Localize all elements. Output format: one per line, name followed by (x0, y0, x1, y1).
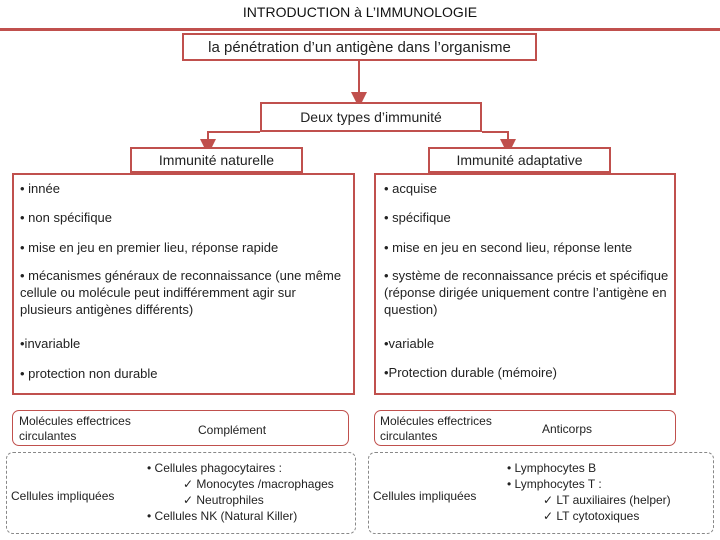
natural-cells-box (6, 452, 356, 534)
adaptive-row: • système de reconnaissance précis et spécifique (réponse dirigée uniquement contre l’antigène en question) (384, 268, 669, 317)
adaptive-row: •variable (384, 336, 435, 351)
adaptive-cells-list (507, 460, 707, 524)
list-item: ✓ Neutrophiles (183, 493, 264, 507)
adaptive-effectors-label: Molécules effectrices circulantes (380, 414, 492, 443)
list-item: • Cellules phagocytaires : (147, 461, 282, 475)
list-item: ✓ LT cytotoxiques (543, 509, 640, 523)
root-box (182, 33, 537, 61)
adaptive-row: •Protection durable (mémoire) (384, 365, 557, 380)
branch-box (260, 102, 482, 132)
natural-row: • mise en jeu en premier lieu, réponse rapide (20, 240, 279, 255)
natural-immunity-title (130, 147, 303, 173)
adaptive-immunity-title (428, 147, 611, 173)
root-text: la pénétration d’un antigène dans l’organisme (208, 38, 511, 56)
branch-text: Deux types d’immunité (300, 109, 442, 125)
natural-cells-label: Cellules impliquées (11, 489, 115, 503)
natural-row: • non spécifique (20, 210, 113, 225)
list-item: • Cellules NK (Natural Killer) (147, 509, 298, 523)
natural-row: •invariable (20, 336, 81, 351)
list-item: • Lymphocytes T : (507, 477, 602, 491)
page-title: INTRODUCTION à L’IMMUNOLOGIE (242, 4, 478, 20)
adaptive-row: • acquise (384, 181, 437, 196)
branch-to-natural-arrow (208, 132, 260, 147)
natural-effectors-value: Complément (198, 423, 267, 437)
natural-row: • innée (20, 181, 60, 196)
adaptive-cells-label: Cellules impliquées (373, 489, 477, 503)
natural-row: • mécanismes généraux de reconnaissance (une même cellule ou molécule peut indifféremment agir sur plusieurs antigènes différents) (20, 268, 342, 317)
branch-to-adaptive-arrow (482, 132, 508, 147)
list-item: ✓ Monocytes /macrophages (183, 477, 334, 491)
natural-cells-list (147, 460, 353, 524)
adaptive-row: • mise en jeu en second lieu, réponse lente (384, 240, 633, 255)
adaptive-effectors-box (374, 410, 676, 446)
adaptive-effectors-value: Anticorps (542, 422, 593, 436)
natural-effectors-box (12, 410, 349, 446)
natural-effectors-label: Molécules effectrices circulantes (19, 414, 131, 443)
adaptive-immunity-title-text: Immunité adaptative (456, 152, 583, 168)
adaptive-row: • spécifique (384, 210, 451, 225)
natural-row: • protection non durable (20, 366, 158, 381)
list-item: ✓ LT auxiliaires (helper) (543, 493, 671, 507)
adaptive-cells-box (368, 452, 714, 534)
list-item: • Lymphocytes B (507, 461, 597, 475)
natural-immunity-title-text: Immunité naturelle (158, 152, 275, 168)
